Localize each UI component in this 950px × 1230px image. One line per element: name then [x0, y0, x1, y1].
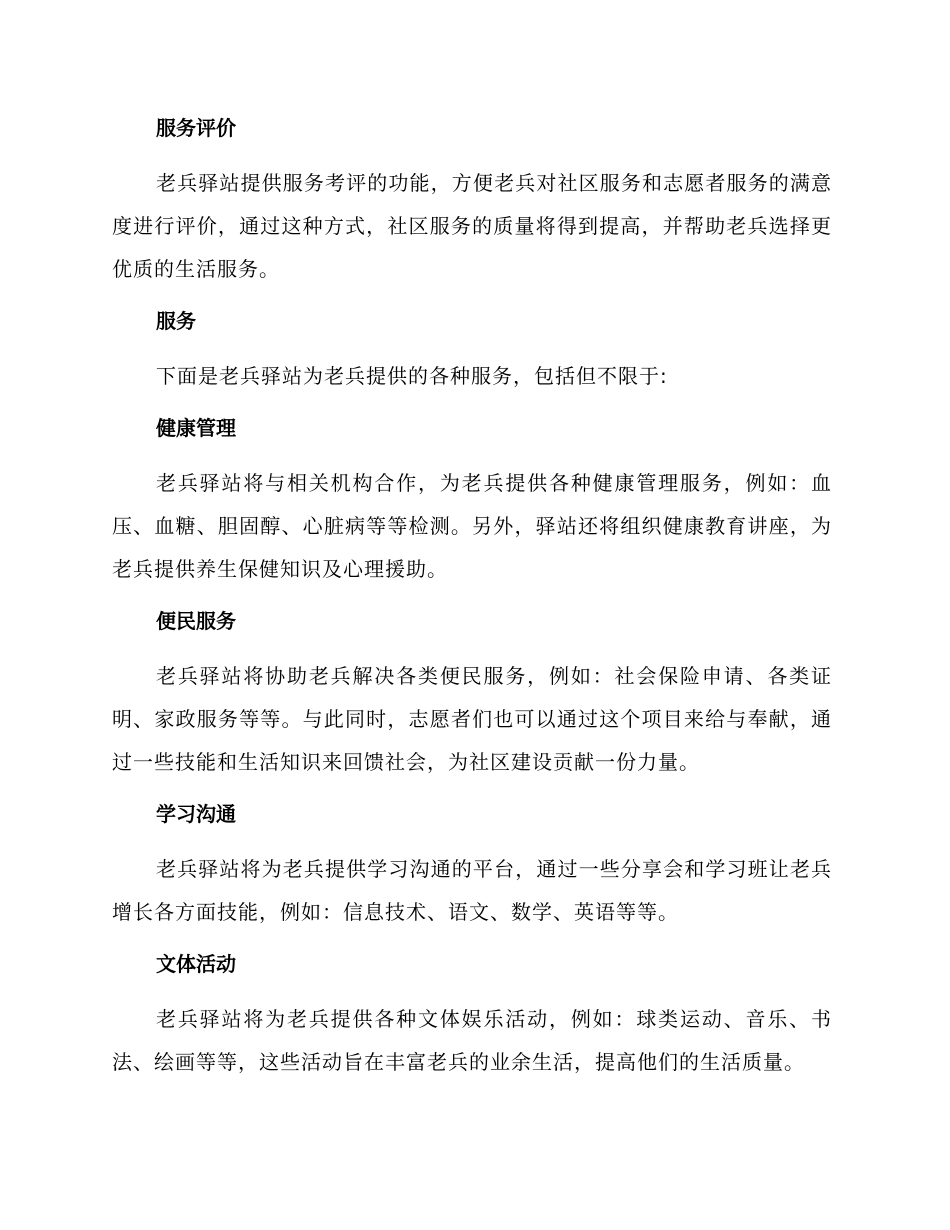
- section-heading-cultural-sports: 文体活动: [156, 952, 236, 976]
- document-page: [112, 108, 832, 1084]
- section-heading-services: 服务: [156, 309, 196, 333]
- section-paragraph-service-evaluation: 老兵驿站提供服务考评的功能，方便老兵对社区服务和志愿者服务的满意度进行评价，通过这种方式，社区服务的质量将得到提高，并帮助老兵选择更优质的生活服务。: [112, 171, 832, 281]
- section-heading-service-evaluation: 服务评价: [156, 116, 236, 140]
- section-heading-learning-communication: 学习沟通: [156, 802, 236, 826]
- section-heading-health-management: 健康管理: [156, 416, 236, 440]
- section-paragraph-services: 下面是老兵驿站为老兵提供的各种服务，包括但不限于:: [156, 364, 668, 388]
- section-paragraph-cultural-sports: 老兵驿站将为老兵提供各种文体娱乐活动，例如：球类运动、音乐、书法、绘画等等，这些活动旨在丰富老兵的业余生活，提高他们的生活质量。: [112, 1007, 832, 1074]
- section-heading-convenience-services: 便民服务: [156, 609, 236, 633]
- section-paragraph-health-management: 老兵驿站将与相关机构合作，为老兵提供各种健康管理服务，例如：血压、血糖、胆固醇、心脏病等等检测。另外，驿站还将组织健康教育讲座，为老兵提供养生保健知识及心理援助。: [112, 471, 832, 581]
- section-paragraph-learning-communication: 老兵驿站将为老兵提供学习沟通的平台，通过一些分享会和学习班让老兵增长各方面技能，例如：信息技术、语文、数学、英语等等。: [112, 857, 832, 924]
- section-paragraph-convenience-services: 老兵驿站将协助老兵解决各类便民服务，例如：社会保险申请、各类证明、家政服务等等。与此同时，志愿者们也可以通过这个项目来给与奉献，通过一些技能和生活知识来回馈社会，为社区建设贡献一份力量。: [112, 664, 832, 774]
